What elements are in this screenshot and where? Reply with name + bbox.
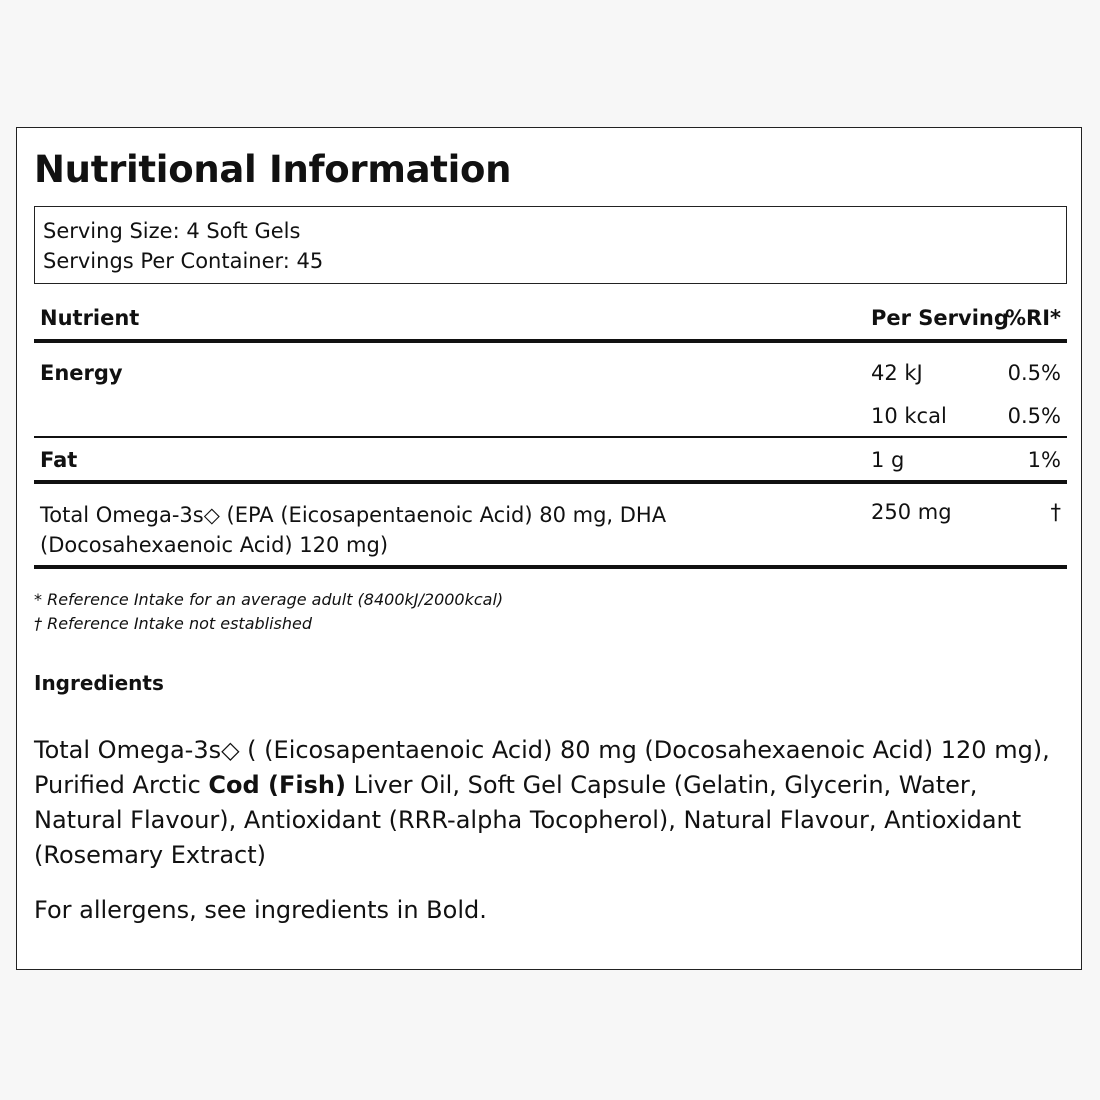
ingredients-text	[34, 733, 1064, 873]
footnote-ri: * Reference Intake for an average adult (8400kJ/2000kcal)	[34, 590, 504, 609]
serving-size: Serving Size: 4 Soft Gels	[43, 219, 301, 243]
ingredients-allergen: Cod (Fish)	[208, 771, 346, 799]
energy-divider	[34, 436, 1067, 438]
header-nutrient: Nutrient	[40, 306, 140, 330]
fat-ri: 1%	[1027, 448, 1061, 472]
energy-kj-ri: 0.5%	[1007, 361, 1061, 385]
energy-name: Energy	[40, 361, 123, 385]
energy-kcal-ri: 0.5%	[1007, 404, 1061, 428]
header-per-serving: Per Serving	[871, 306, 1009, 330]
table-row-omega	[34, 500, 1067, 562]
header-ri: %RI*	[1004, 306, 1061, 330]
header-divider	[34, 339, 1067, 343]
footnote-not-established: † Reference Intake not established	[34, 614, 313, 633]
nutrition-label-panel	[16, 127, 1082, 970]
omega-ri: †	[1050, 500, 1061, 524]
energy-kj-value: 42 kJ	[871, 361, 923, 385]
ingredients-heading: Ingredients	[34, 671, 164, 695]
energy-kcal-value: 10 kcal	[871, 404, 947, 428]
label-title: Nutritional Information	[34, 148, 512, 191]
fat-value: 1 g	[871, 448, 905, 472]
allergen-note: For allergens, see ingredients in Bold.	[34, 896, 487, 924]
table-bottom-divider	[34, 565, 1067, 569]
fat-name: Fat	[40, 448, 78, 472]
serving-info-box	[34, 206, 1067, 284]
servings-per-container: Servings Per Container: 45	[43, 249, 324, 273]
ingredients-text-before: Total Omega-3s◇ ( (Eicosapentaenoic Acid) 80 mg (Docosahexaenoic Acid) 120 mg), Purified Arctic	[34, 736, 1050, 799]
ingredients-text-after: Liver Oil, Soft Gel Capsule (Gelatin, Glycerin, Water, Natural Flavour), Antioxidant (RRR-alpha Tocopherol), Natural Flavour, Antioxidant (Rosemary Extract)	[34, 771, 1022, 869]
omega-name: Total Omega-3s◇ (EPA (Eicosapentaenoic Acid) 80 mg, DHA (Docosahexaenoic Acid) 120 mg)	[40, 503, 667, 557]
omega-value: 250 mg	[871, 500, 952, 524]
fat-divider	[34, 480, 1067, 484]
